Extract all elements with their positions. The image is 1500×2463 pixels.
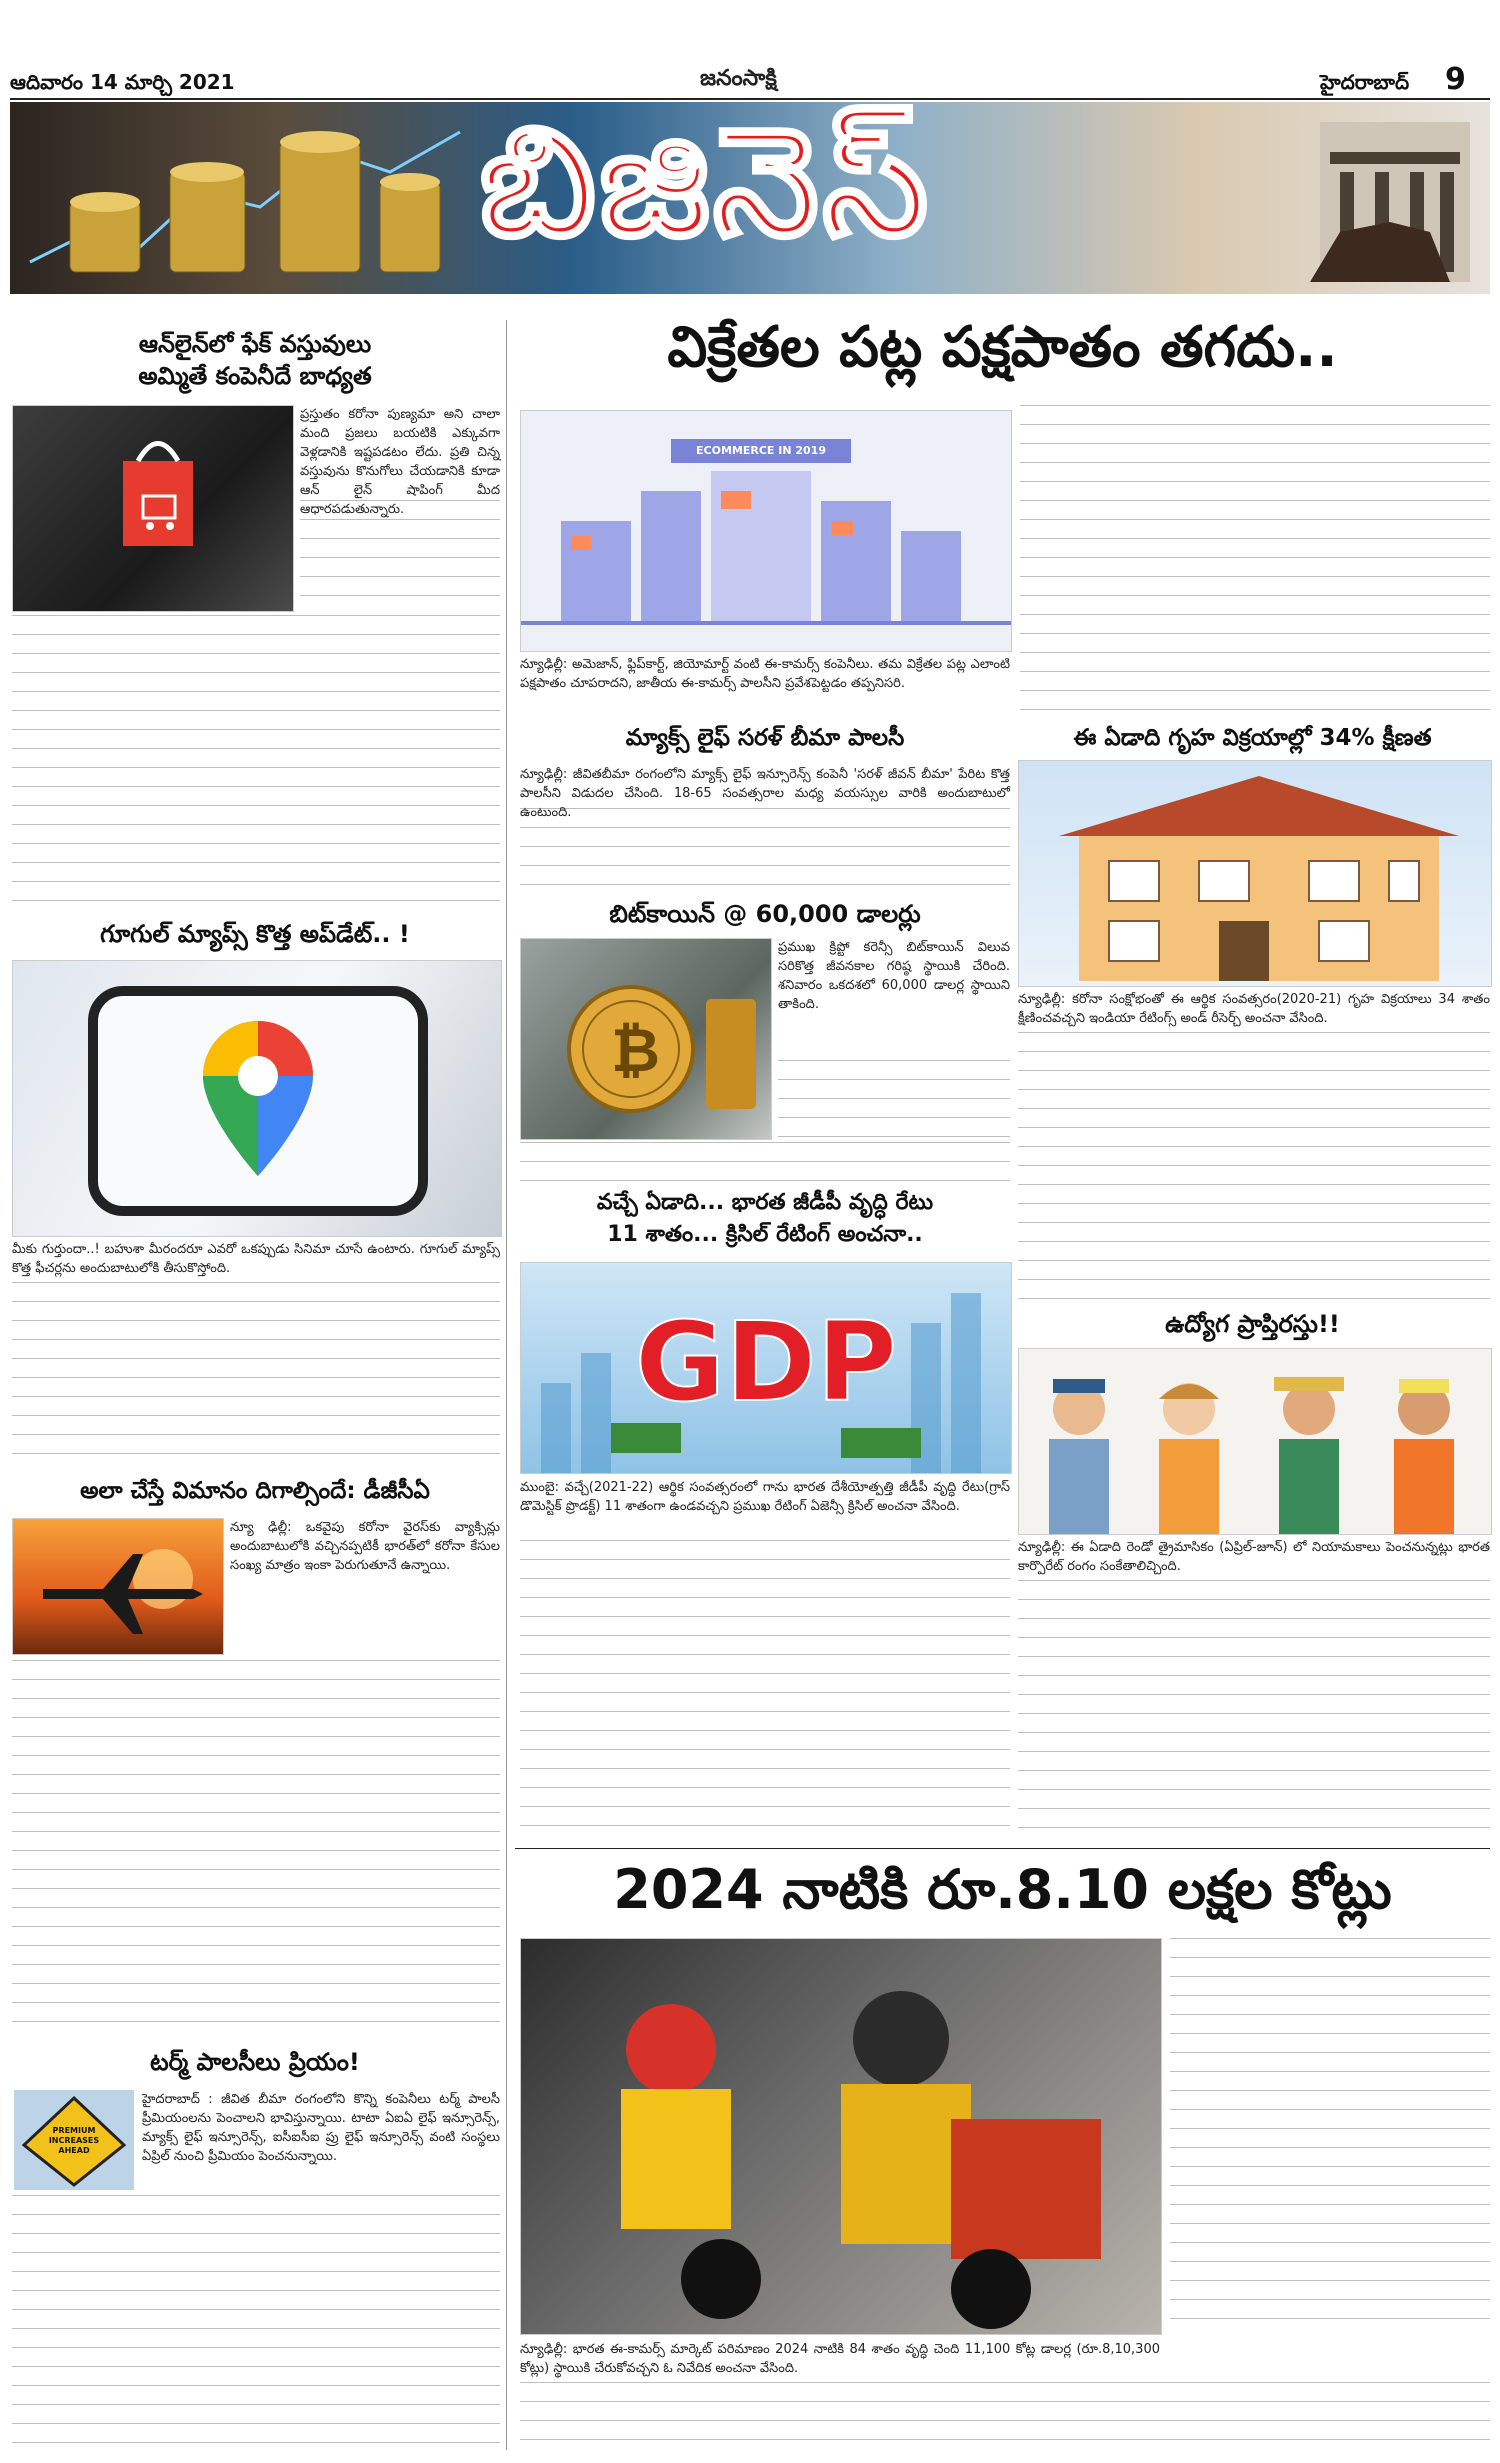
issue-date: ఆదివారం 14 మార్చి 2021 (10, 70, 235, 94)
jobs-lead: న్యూఢిల్లీ: ఈ ఏడాది రెండో త్రైమాసికం (ఏప్రిల్-జూన్) లో నియామకాలు పెంచనున్నట్లు భారత కార్పొరేట్ రంగం సంకేతాలిచ్చింది. (1018, 1540, 1490, 1574)
banner-title: బిజినెస్ (480, 96, 932, 270)
bitcoin-image (520, 938, 772, 1140)
gdp-body-text (520, 1540, 1010, 1840)
dgca-headline: అలా చేస్తే విమానం దిగాల్సిందే: డీజీసీఏ (80, 1478, 430, 1504)
fake-goods-headline-1: ఆన్‌లైన్‌లో ఫేక్ వస్తువులు (138, 330, 372, 358)
term-body-text (12, 2195, 500, 2450)
bitcoin-body-text (520, 1142, 1010, 1182)
newspaper-name: జనంసాక్షి (700, 66, 777, 91)
house-image (1018, 760, 1492, 987)
gdp-lead: ముంబై: వచ్చే(2021-22) ఆర్థిక సంవత్సరంలో గాను భారత దేశీయోత్పత్తి జీడీపీ వృద్ధి రేటు(గ్రాస్ డొమెస్టిక్ ప్రొడక్ట్) 11 శాతంగా ఉండవచ్చని ప్రముఖ రేటింగ్ ఏజెన్సీ క్రిసిల్ అంచనా వేసింది. (520, 1480, 1010, 1514)
column-divider (506, 320, 507, 2450)
gdp-graphic-image (520, 1262, 1012, 1474)
bitcoin-headline: బిట్‌కాయిన్ @ 60,000 డాలర్లు (609, 900, 921, 928)
delivery-bike-icon (521, 1939, 1161, 2334)
bull-statue-image (1300, 112, 1480, 287)
maxlife-lead: న్యూఢిల్లీ: జీవితబీమా రంగంలోని మ్యాక్స్ లైఫ్ ఇన్సూరెన్స్ కంపెనీ 'సరళ్ జీవన్ బీమా' పేరిట కొత్త పాలసీని విడుదల చేసింది. 18-65 సంవత్సరాల మధ్య వయస్సుల వారికి అందుబాటులో ఉంటుంది. (520, 767, 1010, 820)
laptop-shopping-image (12, 405, 294, 612)
business-banner (10, 96, 1490, 294)
page-number: 9 (1445, 62, 1466, 97)
ecom2024-headline: 2024 నాటికి రూ.8.10 లక్షల కోట్లు (613, 1858, 1392, 1921)
fake-goods-headline-2: అమ్మితే కంపెనీదే బాధ్యత (138, 362, 372, 390)
google-maps-headline: గూగుల్ మ్యాప్స్ కొత్త అప్‌డేట్.. ! (100, 920, 410, 948)
housing-lead: న్యూఢిల్లీ: కరోనా సంక్షోభంతో ఈ ఆర్థిక సంవత్సరం(2020-21) గృహ విక్రయాలు 34 శాతం క్షీణించవచ్చని ఇండియా రేటింగ్స్ అండ్ రీసెర్చ్ అంచనా వేసింది. (1018, 992, 1490, 1026)
term-headline: టర్మ్ పాలసీలు ప్రియం! (150, 2048, 360, 2076)
premium-sign-image (14, 2090, 134, 2190)
housing-body-text (1018, 1032, 1490, 1302)
fake-goods-body-text (12, 615, 500, 915)
main-lead: న్యూఢిల్లీ: అమెజాన్, ఫ్లిప్‌కార్ట్, జియోమార్ట్ వంటి ఈ-కామర్స్ కంపెనీలు. తమ విక్రేతల పట్ల ఎలాంటి పక్షపాతం చూపరాదని, జాతీయ ఈ-కామర్స్ పాలసీని ప్రవేశపెట్టడం తప్పనిసరి. (520, 657, 1010, 691)
svg-text:₿: ₿ (611, 1016, 660, 1086)
google-maps-body-text (12, 1282, 500, 1462)
edition-city: హైదరాబాద్ (1320, 70, 1410, 94)
airplane-icon (13, 1519, 223, 1654)
bitcoin-side-text (778, 1060, 1010, 1140)
coin-stacks-image (30, 112, 460, 282)
shopping-bag-icon (13, 406, 293, 611)
bitcoin-lead: ప్రముఖ క్రిప్టో కరెన్సీ బిట్‌కాయిన్ విలువ సరికొత్త జీవనకాల గరిష్ఠ స్థాయికి చేరింది. శనివారం ఒకదశలో 60,000 డాలర్ల స్థాయిని తాకింది. (778, 940, 1010, 1012)
gdp-headline-2: 11 శాతం... క్రిసిల్ రేటింగ్ అంచనా.. (607, 1222, 923, 1247)
gdp-graphic-label: GDP (634, 1298, 898, 1426)
ecom2024-lead: న్యూఢిల్లీ: భారత ఈ-కామర్స్ మార్కెట్ పరిమాణం 2024 నాటికి 84 శాతం వృద్ధి చెంది 11,100 కోట్ల డాలర్ల (రూ.8,10,300 కోట్లు) స్థాయికి చేరుకోవచ్చని ఓ నివేదిక అంచనా వేసింది. (520, 2342, 1160, 2376)
map-pin-icon (13, 961, 501, 1236)
ecommerce-graphic-image (520, 410, 1012, 652)
ecom2024-body-text (520, 2382, 1490, 2450)
airplane-sunset-image (12, 1518, 224, 1655)
dgca-lead: న్యూ ఢిల్లీ: ఒకవైపు కరోనా వైరస్‌కు వ్యాక్సిన్లు అందుబాటులోకి వచ్చినప్పటికీ భారత్‌లో కరోనా కేసుల సంఖ్య మాత్రం ఇంకా పెరుగుతూనే ఉన్నాయి. (230, 1520, 500, 1573)
delivery-riders-image (520, 1938, 1162, 2335)
google-maps-lead: మీకు గుర్తుందా..! బహుశా మీరందరూ ఎవరో ఒకప్పుడు సినిమా చూసే ఉంటారు. గూగుల్ మ్యాప్స్ కొత్త ఫీచర్లను అందుబాటులోకి తీసుకొస్తోంది. (12, 1242, 500, 1276)
term-lead: హైదరాబాద్ : జీవిత బీమా రంగంలోని కొన్ని కంపెనీలు టర్మ్ పాలసీ ప్రీమియంలను పెంచాలని భావిస్తున్నాయి. టాటా ఏఐఏ లైఫ్ ఇన్సూరెన్స్, మ్యాక్స్ లైఫ్ ఇన్సూరెన్స్, ఐసీఐసీఐ ప్రు లైఫ్ ఇన్సూరెన్స్ వంటి సంస్థలు ఏప్రిల్ నుంచి ప్రీమియం పెంచనున్నాయి. (142, 2092, 500, 2164)
premium-sign-text: PREMIUM INCREASES AHEAD (48, 2126, 100, 2155)
fake-goods-text-block (300, 500, 500, 610)
maxlife-body-text (520, 808, 1010, 893)
section-rule (515, 1848, 1490, 1849)
maxlife-headline: మ్యాక్స్ లైఫ్ సరళ్ బీమా పాలసీ (625, 725, 905, 751)
dgca-body-text (12, 1660, 500, 2040)
jobs-body-text (1018, 1580, 1490, 1840)
ecom2024-side-text (1170, 1938, 1490, 2333)
google-maps-phone-image (12, 960, 502, 1237)
fake-goods-lead: ప్రస్తుతం కరోనా పుణ్యమా అని చాలా మంది ప్రజలు బయటికి ఎక్కువగా వెళ్లడానికి ఇష్టపడటం లేదు. ప్రతి చిన్న వస్తువును కొనుగోలు చేయడానికి కూడా ఆన్ లైన్ షాపింగ్ మీద ఆధారపడుతున్నారు. (300, 407, 500, 517)
workers-image (1018, 1348, 1492, 1535)
main-body-text (1020, 405, 1490, 715)
ecommerce-graphic-label: ECOMMERCE IN 2019 (671, 439, 851, 463)
housing-headline: ఈ ఏడాది గృహ విక్రయాల్లో 34% క్షీణత (1073, 725, 1432, 751)
workers-icon (1019, 1349, 1491, 1534)
gdp-headline-1: వచ్చే ఏడాది... భారత జీడీపీ వృద్ధి రేటు (596, 1190, 934, 1215)
main-headline: విక్రేతల పట్ల పక్షపాతం తగదు.. (667, 315, 1338, 380)
house-icon (1019, 761, 1491, 986)
bitcoin-coin-icon (521, 939, 771, 1139)
jobs-headline: ఉద్యోగ ప్రాప్తిరస్తు!! (1165, 1310, 1340, 1338)
